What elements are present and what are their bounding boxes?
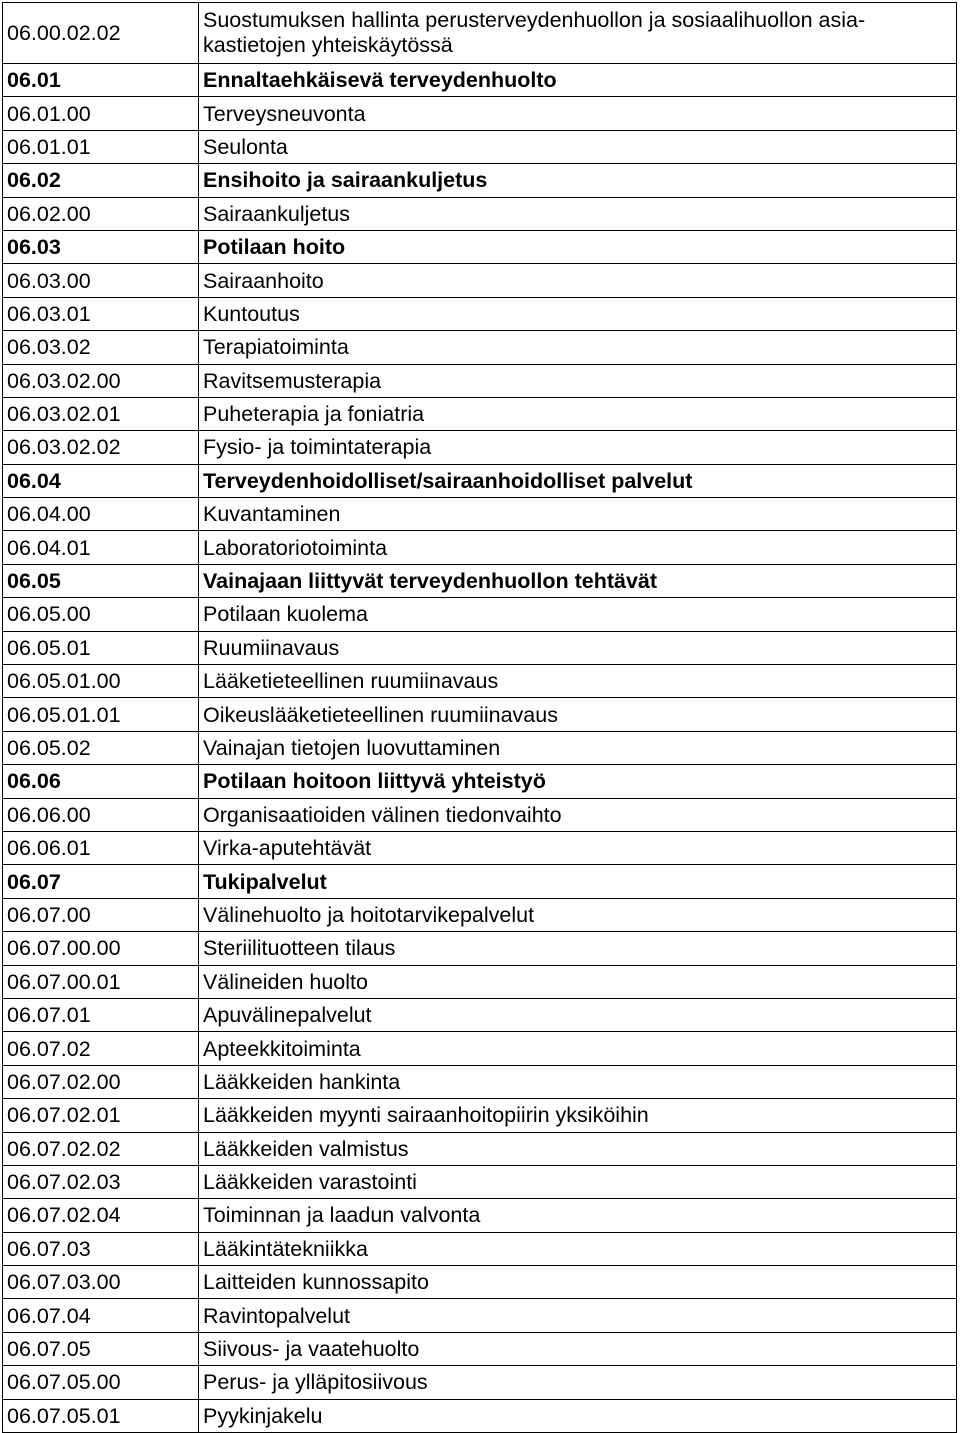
table-row bbox=[3, 397, 957, 430]
class-code: 06.03.00 bbox=[3, 264, 199, 297]
table-row bbox=[3, 331, 957, 364]
table-row bbox=[3, 1399, 957, 1432]
table-row bbox=[3, 698, 957, 731]
table-row bbox=[3, 1199, 957, 1232]
table-row bbox=[3, 531, 957, 564]
class-title: Laboratoriotoiminta bbox=[199, 531, 957, 564]
table-row bbox=[3, 431, 957, 464]
class-title: Oikeuslääketieteellinen ruumiinavaus bbox=[199, 698, 957, 731]
class-code: 06.07.01 bbox=[3, 998, 199, 1031]
table-row bbox=[3, 1032, 957, 1065]
class-title: Ravintopalvelut bbox=[199, 1299, 957, 1332]
class-title: Lääketieteellinen ruumiinavaus bbox=[199, 665, 957, 698]
class-title: Suostumuksen hallinta perusterveydenhuollon ja sosiaalihuollon asia-kastietojen yhteiskäytössä bbox=[199, 3, 957, 64]
class-code: 06.01 bbox=[3, 64, 199, 97]
class-title: Lääkintätekniikka bbox=[199, 1232, 957, 1265]
class-code: 06.01.00 bbox=[3, 97, 199, 130]
class-code: 06.01.01 bbox=[3, 130, 199, 163]
table-row bbox=[3, 297, 957, 330]
class-title: Tukipalvelut bbox=[199, 865, 957, 898]
table-row bbox=[3, 898, 957, 931]
class-title: Terveydenhoidolliset/sairaanhoidolliset palvelut bbox=[199, 464, 957, 497]
table-row bbox=[3, 598, 957, 631]
class-code: 06.07.05.01 bbox=[3, 1399, 199, 1432]
class-code: 06.07.00.00 bbox=[3, 932, 199, 965]
class-title: Laitteiden kunnossapito bbox=[199, 1266, 957, 1299]
class-code: 06.06 bbox=[3, 765, 199, 798]
table-row bbox=[3, 1232, 957, 1265]
class-code: 06.07.05 bbox=[3, 1332, 199, 1365]
class-title: Sairaanhoito bbox=[199, 264, 957, 297]
table-row bbox=[3, 1165, 957, 1198]
table-row bbox=[3, 1132, 957, 1165]
class-title: Seulonta bbox=[199, 130, 957, 163]
class-code: 06.04 bbox=[3, 464, 199, 497]
class-title: Lääkkeiden valmistus bbox=[199, 1132, 957, 1165]
table-body bbox=[3, 3, 957, 1433]
class-title: Kuntoutus bbox=[199, 297, 957, 330]
table-row bbox=[3, 1266, 957, 1299]
table-row bbox=[3, 364, 957, 397]
class-title: Ensihoito ja sairaankuljetus bbox=[199, 164, 957, 197]
table-row bbox=[3, 1332, 957, 1365]
class-code: 06.02 bbox=[3, 164, 199, 197]
class-code: 06.04.01 bbox=[3, 531, 199, 564]
class-code: 06.07.02.00 bbox=[3, 1065, 199, 1098]
class-code: 06.03.02.01 bbox=[3, 397, 199, 430]
class-code: 06.07.00.01 bbox=[3, 965, 199, 998]
class-code: 06.04.00 bbox=[3, 498, 199, 531]
table-row bbox=[3, 264, 957, 297]
class-code: 06.07 bbox=[3, 865, 199, 898]
class-title: Potilaan kuolema bbox=[199, 598, 957, 631]
class-code: 06.05.00 bbox=[3, 598, 199, 631]
class-code: 06.05.01.01 bbox=[3, 698, 199, 731]
class-code: 06.02.00 bbox=[3, 197, 199, 230]
class-code: 06.07.04 bbox=[3, 1299, 199, 1332]
class-title: Vainajan tietojen luovuttaminen bbox=[199, 731, 957, 764]
class-title: Lääkkeiden myynti sairaanhoitopiirin yksiköihin bbox=[199, 1099, 957, 1132]
table-row bbox=[3, 631, 957, 664]
class-title: Ennaltaehkäisevä terveydenhuolto bbox=[199, 64, 957, 97]
class-code: 06.07.03.00 bbox=[3, 1266, 199, 1299]
class-title: Toiminnan ja laadun valvonta bbox=[199, 1199, 957, 1232]
table-row bbox=[3, 1099, 957, 1132]
class-code: 06.07.02.04 bbox=[3, 1199, 199, 1232]
class-title: Siivous- ja vaatehuolto bbox=[199, 1332, 957, 1365]
table-row-main-class bbox=[3, 64, 957, 97]
table-row bbox=[3, 831, 957, 864]
table-row bbox=[3, 1299, 957, 1332]
class-code: 06.07.02.01 bbox=[3, 1099, 199, 1132]
class-title: Apteekkitoiminta bbox=[199, 1032, 957, 1065]
class-title: Fysio- ja toimintaterapia bbox=[199, 431, 957, 464]
class-title: Ruumiinavaus bbox=[199, 631, 957, 664]
class-code: 06.07.02.02 bbox=[3, 1132, 199, 1165]
table-row bbox=[3, 665, 957, 698]
class-code: 06.03.01 bbox=[3, 297, 199, 330]
class-code: 06.07.05.00 bbox=[3, 1366, 199, 1399]
class-title: Puheterapia ja foniatria bbox=[199, 397, 957, 430]
class-code: 06.05.01 bbox=[3, 631, 199, 664]
class-code: 06.03.02.00 bbox=[3, 364, 199, 397]
table-row bbox=[3, 1366, 957, 1399]
classification-table bbox=[2, 2, 957, 1433]
class-code: 06.07.02.03 bbox=[3, 1165, 199, 1198]
class-code: 06.06.00 bbox=[3, 798, 199, 831]
table-row bbox=[3, 498, 957, 531]
class-title: Virka-aputehtävät bbox=[199, 831, 957, 864]
table-row-main-class bbox=[3, 865, 957, 898]
table-row bbox=[3, 130, 957, 163]
class-code: 06.05.02 bbox=[3, 731, 199, 764]
table-row bbox=[3, 197, 957, 230]
class-code: 06.03.02 bbox=[3, 331, 199, 364]
class-title: Potilaan hoitoon liittyvä yhteistyö bbox=[199, 765, 957, 798]
class-code: 06.03.02.02 bbox=[3, 431, 199, 464]
table-row bbox=[3, 932, 957, 965]
class-code: 06.05 bbox=[3, 564, 199, 597]
class-title: Terveysneuvonta bbox=[199, 97, 957, 130]
class-title: Lääkkeiden varastointi bbox=[199, 1165, 957, 1198]
table-row bbox=[3, 731, 957, 764]
table-row bbox=[3, 998, 957, 1031]
class-code: 06.07.02 bbox=[3, 1032, 199, 1065]
table-row-main-class bbox=[3, 564, 957, 597]
class-title: Potilaan hoito bbox=[199, 230, 957, 263]
class-title: Välineiden huolto bbox=[199, 965, 957, 998]
class-title: Ravitsemusterapia bbox=[199, 364, 957, 397]
table-row bbox=[3, 97, 957, 130]
table-row bbox=[3, 1065, 957, 1098]
class-title: Organisaatioiden välinen tiedonvaihto bbox=[199, 798, 957, 831]
class-title: Steriilituotteen tilaus bbox=[199, 932, 957, 965]
table-row-main-class bbox=[3, 230, 957, 263]
class-code: 06.07.03 bbox=[3, 1232, 199, 1265]
class-title: Sairaankuljetus bbox=[199, 197, 957, 230]
class-title: Apuvälinepalvelut bbox=[199, 998, 957, 1031]
class-code: 06.03 bbox=[3, 230, 199, 263]
class-code: 06.07.00 bbox=[3, 898, 199, 931]
class-code: 06.06.01 bbox=[3, 831, 199, 864]
table-row-main-class bbox=[3, 464, 957, 497]
table-row-main-class bbox=[3, 765, 957, 798]
class-title: Välinehuolto ja hoitotarvikepalvelut bbox=[199, 898, 957, 931]
table-row-main-class bbox=[3, 164, 957, 197]
class-code: 06.00.02.02 bbox=[3, 3, 199, 64]
class-title: Lääkkeiden hankinta bbox=[199, 1065, 957, 1098]
table-row bbox=[3, 3, 957, 64]
table-row bbox=[3, 798, 957, 831]
class-title: Pyykinjakelu bbox=[199, 1399, 957, 1432]
class-code: 06.05.01.00 bbox=[3, 665, 199, 698]
class-title: Perus- ja ylläpitosiivous bbox=[199, 1366, 957, 1399]
class-title: Terapiatoiminta bbox=[199, 331, 957, 364]
table-row bbox=[3, 965, 957, 998]
class-title: Kuvantaminen bbox=[199, 498, 957, 531]
class-title: Vainajaan liittyvät terveydenhuollon tehtävät bbox=[199, 564, 957, 597]
